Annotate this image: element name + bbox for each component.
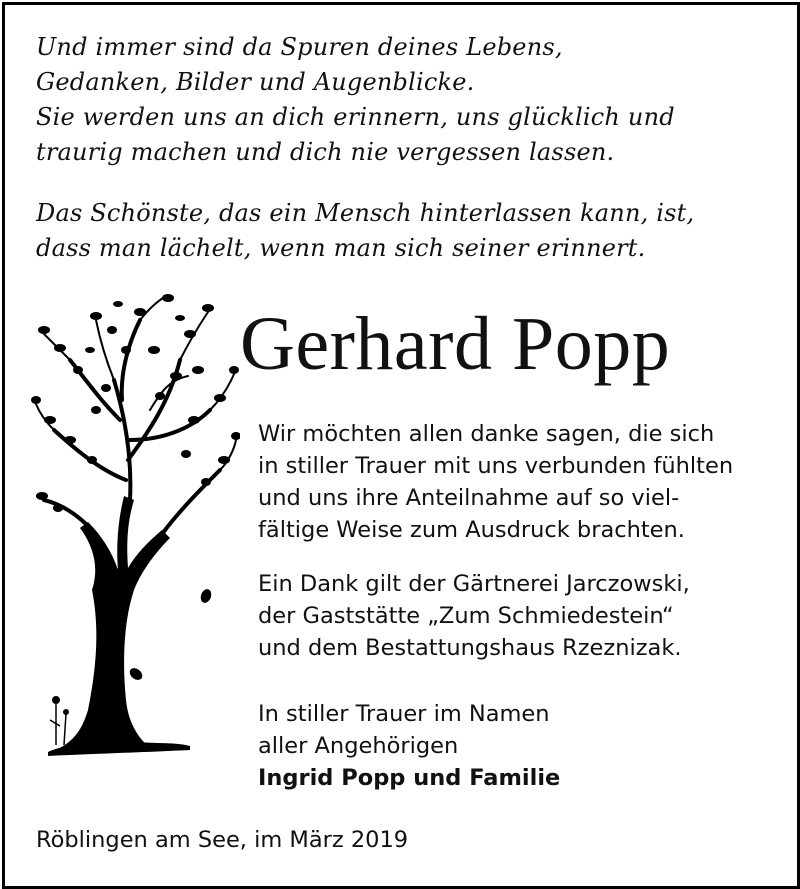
text-line: der Gaststätte „Zum Schmiedestein“ [258,603,674,629]
signoff-line: aller Angehörigen [258,733,459,759]
poem-line: Gedanken, Bilder und Augenblicke. [36,68,475,96]
text-line: Ein Dank gilt der Gärtnerei Jarczowski, [258,571,690,597]
text-line: und uns ihre Anteilnahme auf so viel- [258,485,680,511]
poem-line: traurig machen und dich nie vergessen lassen. [36,138,615,166]
signoff-line: In stiller Trauer im Namen [258,701,550,727]
thanks-paragraph-2 [258,568,788,664]
poem-line: dass man lächelt, wenn man sich seiner erinnert. [36,234,646,262]
deceased-name: Gerhard Popp [240,302,671,386]
poem-line: Das Schönste, das ein Mensch hinterlassen kann, ist, [36,199,695,227]
thanks-paragraph-1 [258,418,788,546]
poem-line: Und immer sind da Spuren deines Lebens, [36,33,563,61]
poem-verse-1 [36,30,776,170]
text-line: Wir möchten allen danke sagen, die sich [258,421,715,447]
signoff [258,698,788,794]
place-date: Röblingen am See, im März 2019 [36,827,409,853]
text-line: und dem Bestattungshaus Rzeznizak. [258,635,682,661]
text-line: fältige Weise zum Ausdruck brachten. [258,517,685,543]
poem-verse-2 [36,196,776,266]
tree-silhouette-icon [30,290,240,760]
family-signature: Ingrid Popp und Familie [258,765,561,791]
text-line: in stiller Trauer mit uns verbunden fühlten [258,453,734,479]
poem-line: Sie werden uns an dich erinnern, uns glücklich und [36,103,675,131]
